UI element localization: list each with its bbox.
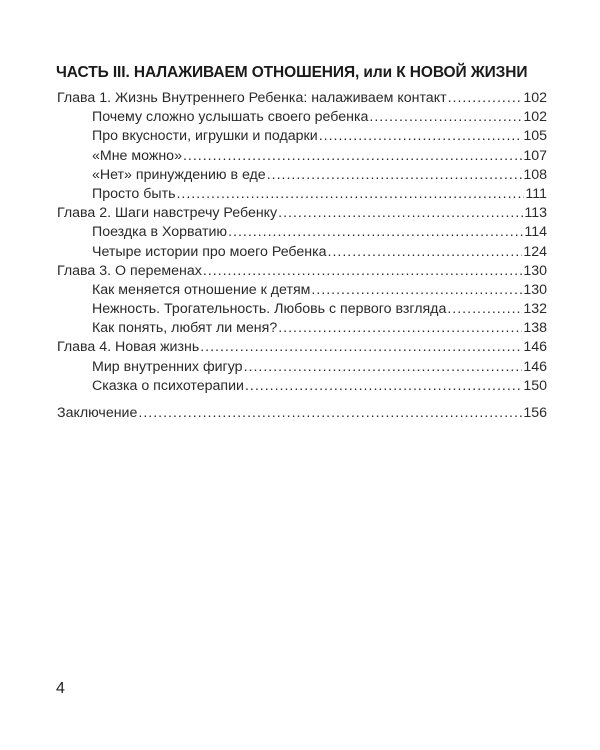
part-heading: ЧАСТЬ III. НАЛАЖИВАЕМ ОТНОШЕНИЯ, или К НОВОЙ ЖИЗНИ: [56, 64, 528, 81]
dot-leader: [278, 319, 522, 338]
toc-section: [57, 147, 547, 166]
dot-leader: [244, 358, 523, 377]
page-number: 4: [56, 680, 65, 697]
toc-title: Глава 4. Новая жизнь: [57, 339, 200, 356]
toc-section: [57, 166, 547, 185]
dot-leader: [183, 147, 522, 166]
toc-title: Глава 2. Шаги навстречу Ребенку: [57, 205, 278, 222]
toc-title: «Мне можно»: [92, 147, 182, 164]
dot-leader: [267, 166, 523, 185]
toc-section: [57, 127, 547, 146]
toc-section: [57, 358, 547, 377]
dot-leader: [319, 127, 523, 146]
toc-page: 105: [523, 128, 547, 145]
toc-page: 113: [524, 205, 547, 222]
table-of-contents: [57, 89, 547, 423]
toc-section: [57, 300, 547, 319]
toc-page: 124: [523, 243, 547, 260]
toc-page: 146: [523, 358, 547, 375]
toc-entry: [57, 404, 547, 423]
toc-title: «Нет» принуждению в еде: [92, 166, 266, 183]
dot-leader: [369, 108, 522, 127]
toc-section: [57, 377, 547, 396]
toc-page: 138: [523, 320, 547, 337]
toc-chapter: [57, 262, 547, 281]
toc-title: Просто быть: [92, 185, 176, 202]
dot-leader: [138, 404, 522, 423]
dot-leader: [228, 223, 523, 242]
toc-page: 156: [523, 405, 547, 421]
toc-title: Поездка в Хорватию: [92, 224, 228, 241]
toc-title: Четыре истории про моего Ребенка: [92, 243, 327, 260]
toc-title: Глава 3. О переменах: [57, 262, 202, 279]
toc-section: [57, 319, 547, 338]
toc-page: 132: [523, 301, 547, 318]
toc-title: Про вкусности, игрушки и подарки: [92, 128, 318, 145]
toc-title: Заключение: [57, 405, 138, 421]
toc-page: 114: [524, 224, 547, 241]
toc-page: 108: [523, 166, 547, 183]
dot-leader: [278, 204, 523, 223]
toc-title: Нежность. Трогательность. Любовь с первого взгляда: [92, 301, 447, 318]
toc-title: Мир внутренних фигур: [92, 358, 243, 375]
toc-title: Сказка о психотерапии: [92, 377, 244, 394]
toc-page: 111: [525, 185, 547, 202]
dot-leader: [311, 281, 522, 300]
dot-leader: [328, 243, 523, 262]
toc-page: 107: [523, 147, 547, 164]
toc-title: Глава 1. Жизнь Внутреннего Ребенка: налаживаем контакт: [57, 90, 447, 106]
dot-leader: [447, 300, 522, 319]
toc-page: 130: [523, 262, 547, 279]
toc-section: [57, 108, 547, 127]
toc-page: 102: [523, 109, 547, 126]
toc-page: 146: [523, 339, 547, 356]
dot-leader: [200, 338, 522, 357]
toc-chapter: [57, 338, 547, 357]
dot-leader: [448, 89, 523, 108]
dot-leader: [203, 262, 522, 281]
dot-leader: [245, 377, 522, 396]
dot-leader: [176, 185, 524, 204]
toc-title: Как понять, любят ли меня?: [92, 320, 278, 337]
toc-section: [57, 185, 547, 204]
toc-chapter: [57, 89, 547, 108]
toc-title: Почему сложно услышать своего ребенка: [92, 109, 369, 126]
toc-page: 102: [523, 90, 547, 106]
toc-title: Как меняется отношение к детям: [92, 281, 311, 298]
toc-section: [57, 223, 547, 242]
toc-page: 130: [523, 281, 547, 298]
toc-section: [57, 243, 547, 262]
toc-page: 150: [523, 377, 547, 394]
toc-chapter: [57, 204, 547, 223]
toc-section: [57, 281, 547, 300]
